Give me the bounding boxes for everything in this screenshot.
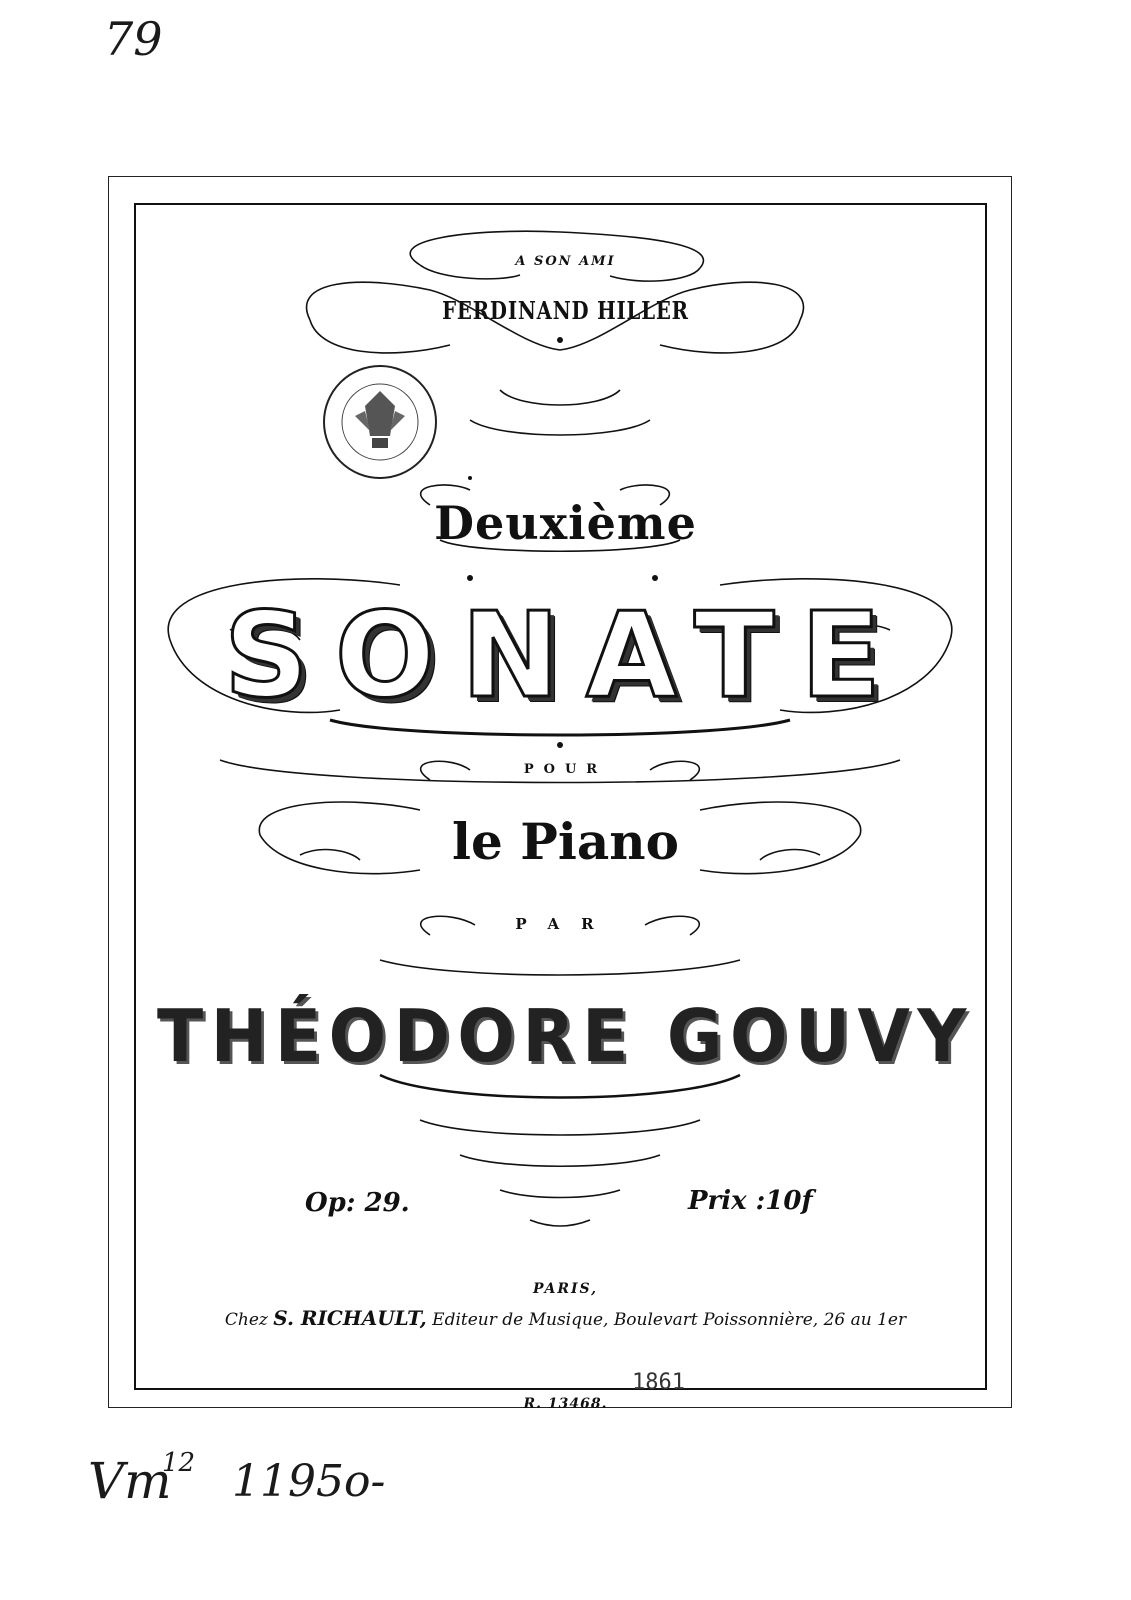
publisher-line — [0, 1306, 1131, 1330]
handwritten-shelf-mark-superscript: 12 — [162, 1448, 196, 1478]
library-seal — [310, 356, 450, 491]
price: Prix :10f — [688, 1186, 813, 1216]
handwritten-shelf-mark: Vm — [88, 1452, 172, 1510]
par-label: PAR — [515, 915, 616, 933]
publisher-name: S. RICHAULT, — [273, 1306, 427, 1330]
composer-name: THÉODORE GOUVY — [157, 994, 974, 1078]
pour-label: POUR — [523, 762, 608, 777]
publisher-address: Editeur de Musique, Boulevart Poissonnière, 26 au 1er — [432, 1310, 907, 1330]
dedicatee: FERDINAND HILLER — [442, 296, 689, 325]
publisher-prefix: Chez — [224, 1310, 268, 1330]
instrument: le Piano — [452, 812, 679, 871]
stamp-year: 1861 — [632, 1370, 685, 1395]
handwritten-number: 79 — [104, 12, 163, 66]
dedication: A SON AMI — [515, 254, 616, 269]
plate-number: R. 13468. — [523, 1396, 608, 1412]
ordinal-title: Deuxième — [434, 496, 697, 550]
handwritten-catalog-number: 1195o- — [232, 1456, 386, 1507]
main-title: SONATE — [223, 586, 908, 724]
opus-number: Op: 29. — [305, 1188, 410, 1218]
publisher-city: PARIS, — [532, 1281, 599, 1297]
